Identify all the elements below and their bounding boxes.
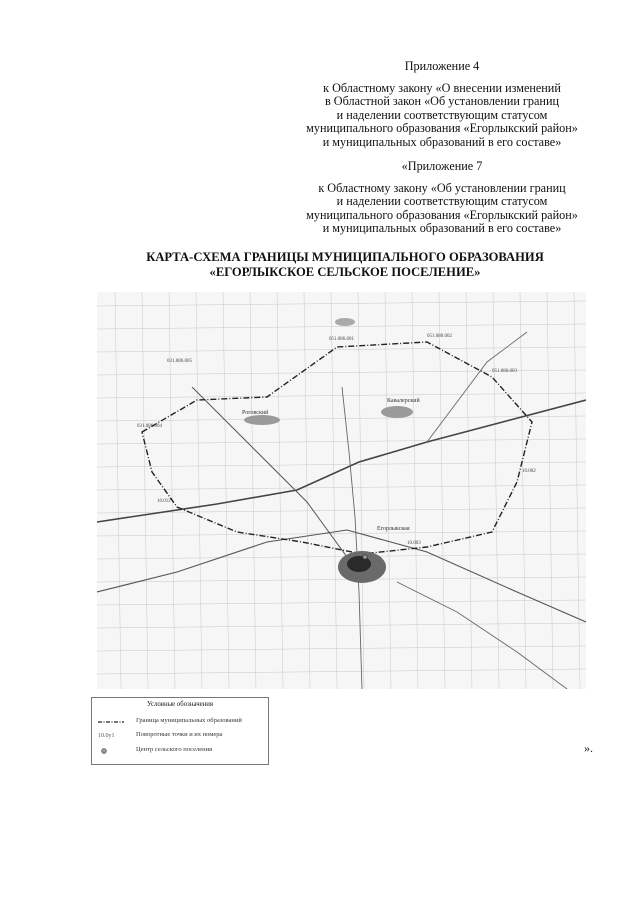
- map-title: [60, 250, 630, 280]
- village-egorlykskaya: [338, 551, 386, 583]
- legend-row-boundary: [96, 716, 266, 726]
- village-rogovsky: [244, 415, 280, 425]
- appendix-7-block: [290, 160, 594, 236]
- point-label: 051.086.001: [329, 337, 354, 342]
- legend-row-center: [96, 745, 266, 755]
- point-label: 051.086.003: [492, 369, 517, 374]
- boundary-map: [97, 292, 586, 689]
- appendix-4-line: и наделении соответствующим статусом: [336, 107, 548, 122]
- map-background: [97, 292, 586, 689]
- village-kavalersky: [381, 406, 413, 418]
- point-label: 10.002: [522, 469, 536, 474]
- appendix-7-line: и наделении соответствующим статусом: [336, 194, 548, 209]
- settlement-center-legend-icon: [98, 747, 124, 755]
- point-label: 10.012: [157, 499, 171, 504]
- point-label: 031.086.004: [137, 424, 162, 429]
- legend-boundary-label: Граница муниципальных образований: [136, 717, 242, 724]
- map-legend: [91, 697, 269, 765]
- appendix-7-heading: «Приложение 7: [401, 159, 483, 173]
- legend-points-label: Поворотные точки и их номера: [136, 731, 223, 738]
- appendix-4-heading: Приложение 4: [404, 59, 480, 73]
- village-north: [335, 318, 355, 326]
- appendix-4-line: муниципального образования «Егорлыкский район»: [306, 121, 578, 136]
- point-label: 051.086.002: [427, 334, 452, 339]
- appendix-4-line: в Областной закон «Об установлении границ: [324, 94, 559, 109]
- place-label: Кавалерский: [387, 398, 420, 404]
- map-title-line-1: КАРТА-СХЕМА ГРАНИЦЫ МУНИЦИПАЛЬНОГО ОБРАЗОВАНИЯ: [146, 250, 544, 264]
- closing-quote-mark: ».: [584, 741, 593, 755]
- map-title-line-2: «ЕГОРЛЫКСКОЕ СЕЛЬСКОЕ ПОСЕЛЕНИЕ»: [209, 265, 481, 279]
- legend-title: Условные обозначения: [146, 701, 214, 708]
- legend-row-points: [96, 730, 266, 740]
- turning-point-sample: 10.0у1: [98, 733, 115, 739]
- point-label: 031.086.005: [167, 359, 192, 364]
- appendix-7-line: муниципального образования «Егорлыкский район»: [306, 207, 578, 222]
- appendix-4-line: и муниципальных образований в его составе»: [322, 134, 562, 149]
- legend-center-label: Центр сельского поселения: [136, 746, 213, 753]
- appendix-4-line: к Областному закону «О внесении изменений: [323, 80, 561, 95]
- appendix-4-block: [290, 60, 594, 150]
- appendix-7-line: и муниципальных образований в его составе»: [322, 221, 562, 236]
- appendix-7-line: к Областному закону «Об установлении границ: [318, 180, 566, 195]
- place-label: Егорлыкская: [377, 526, 410, 532]
- point-label: 10.003: [407, 541, 421, 546]
- village-core: [347, 556, 371, 572]
- boundary-line-icon: [98, 718, 124, 726]
- settlement-center-icon: [363, 555, 367, 559]
- place-label: Роговский: [242, 410, 269, 416]
